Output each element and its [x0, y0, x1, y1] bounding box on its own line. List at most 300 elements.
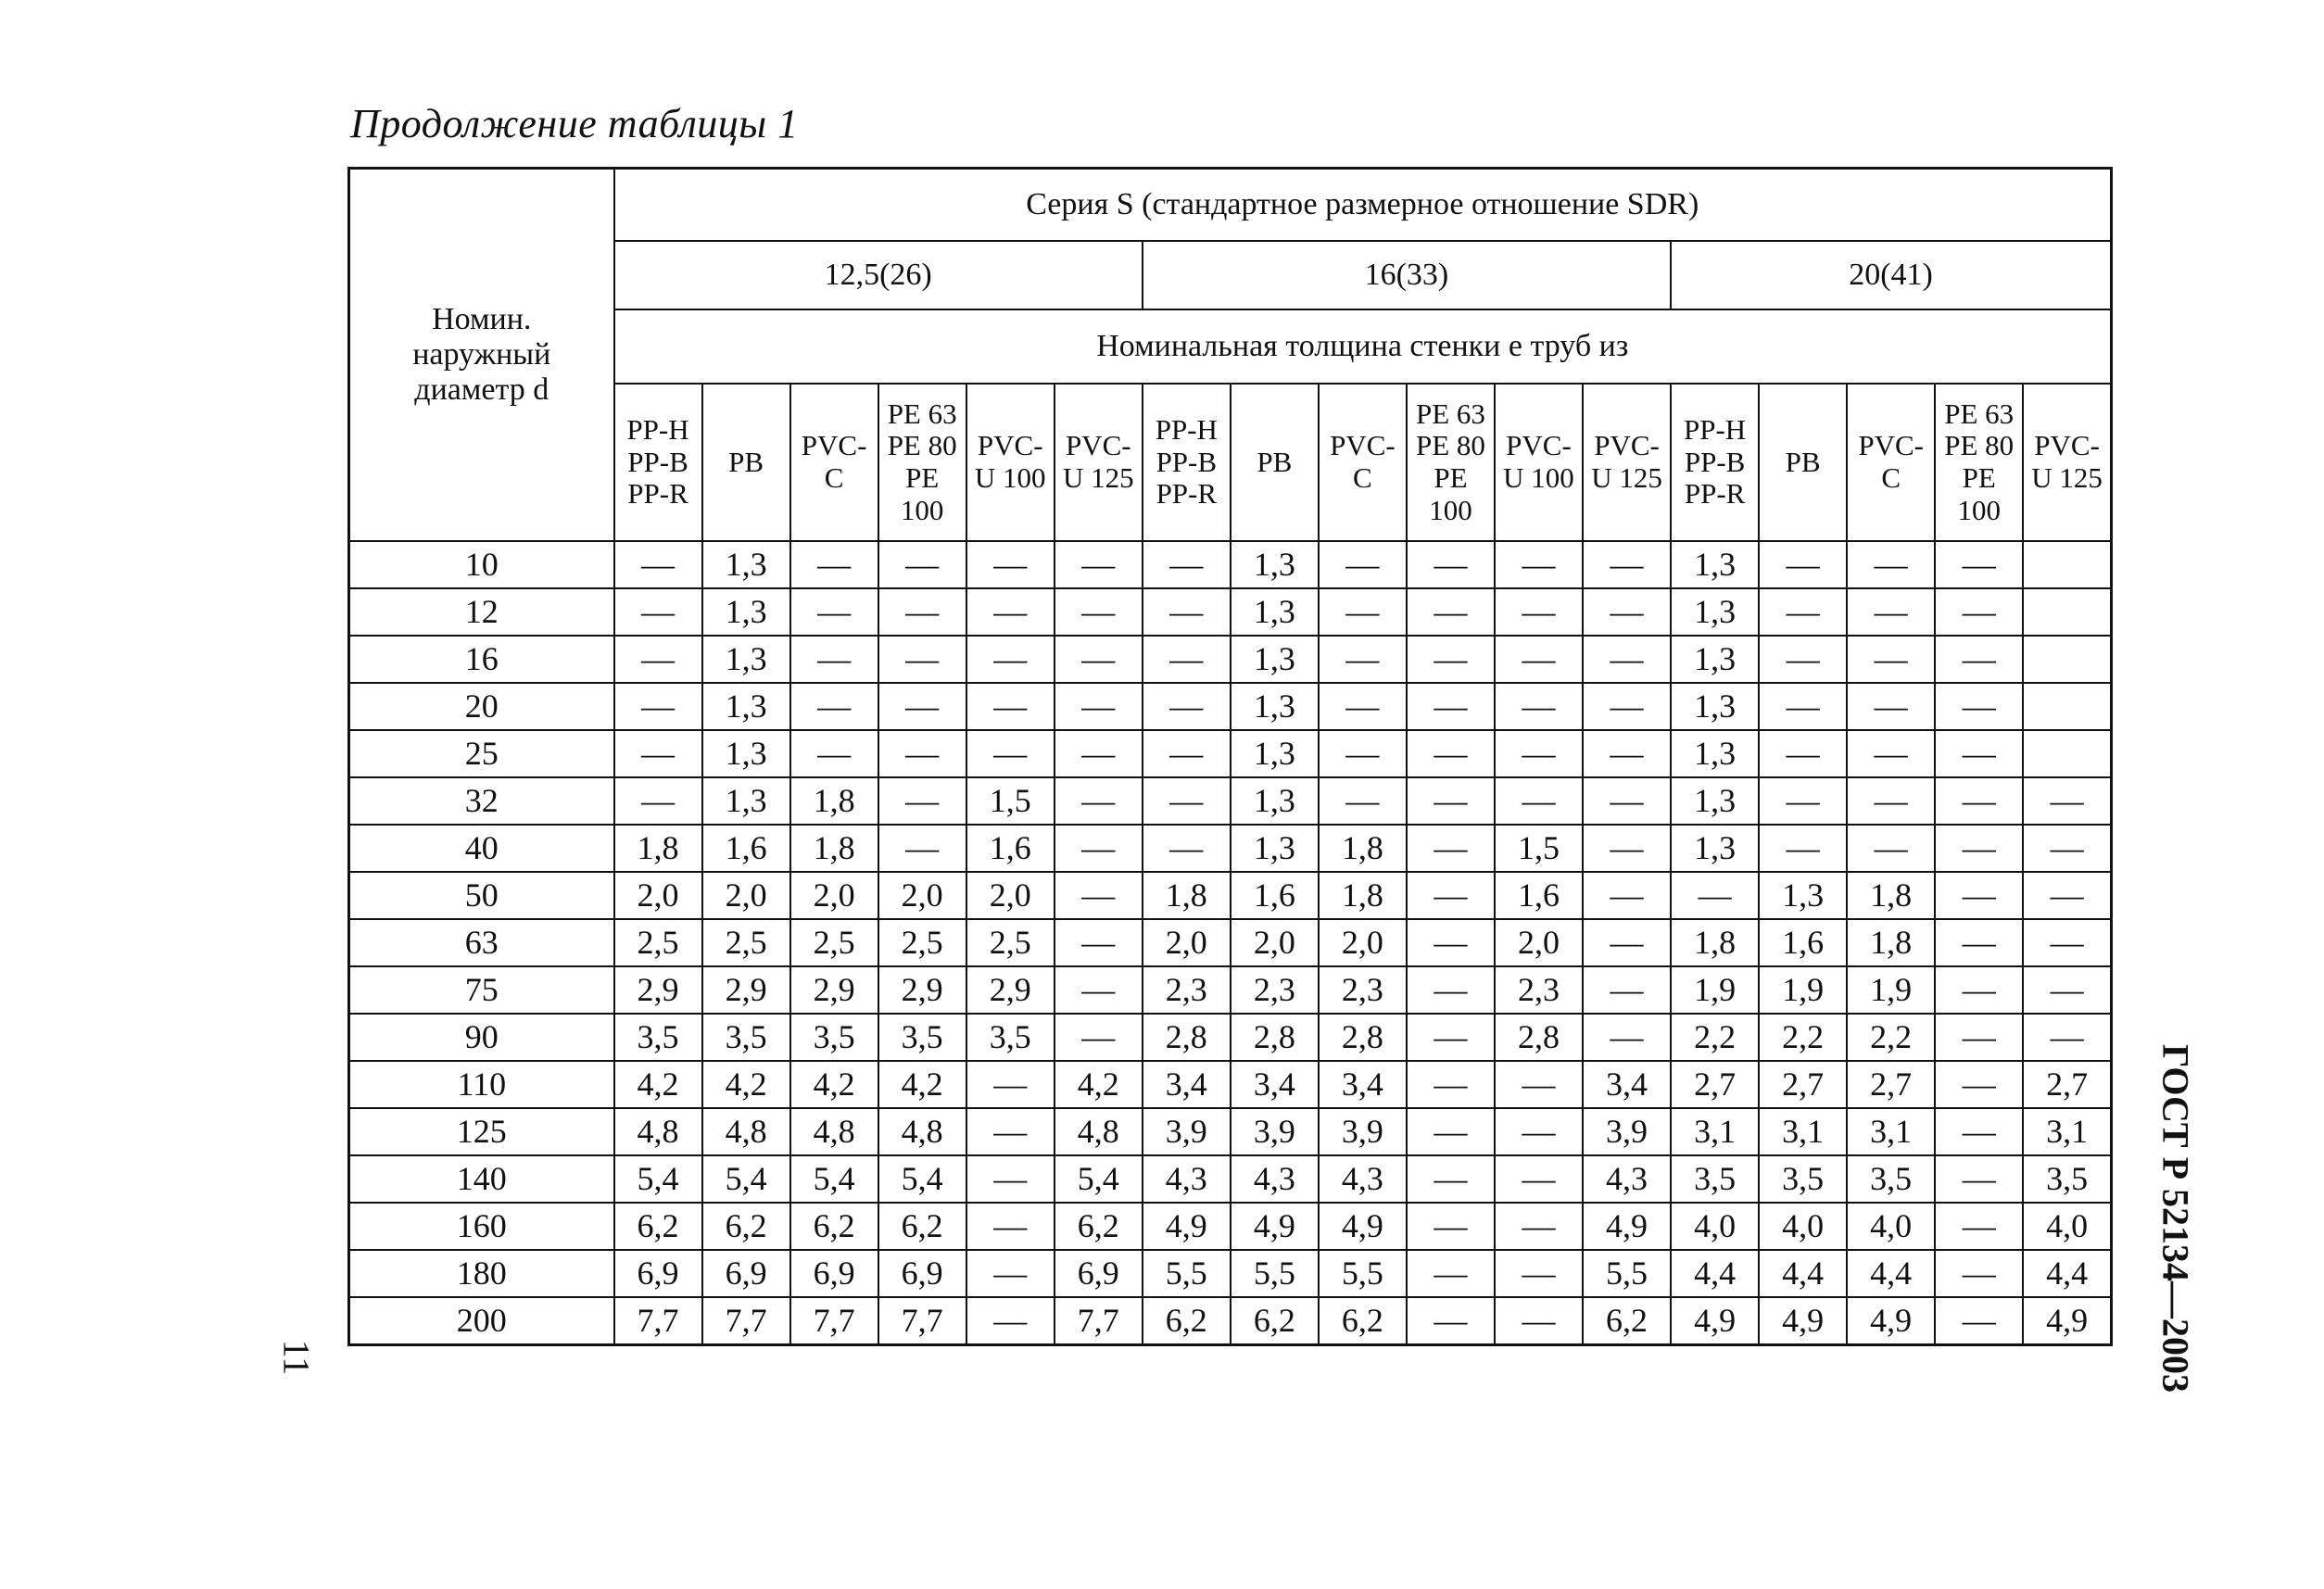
- thickness-cell: —: [1759, 683, 1847, 730]
- thickness-cell: 1,3: [1671, 825, 1759, 872]
- material-header: PVC- C: [1319, 384, 1407, 541]
- diameter-cell: 75: [349, 966, 614, 1014]
- material-header: PB: [1759, 384, 1847, 541]
- material-header: PB: [702, 384, 790, 541]
- thickness-cell: —: [1407, 636, 1495, 683]
- thickness-cell: —: [1319, 683, 1407, 730]
- thickness-cell: 3,5: [966, 1014, 1055, 1061]
- thickness-cell: 6,2: [1143, 1297, 1231, 1345]
- table-row: [349, 1250, 2112, 1297]
- thickness-cell: —: [1055, 872, 1143, 919]
- thickness-cell: 3,1: [1847, 1108, 1935, 1155]
- table-caption: Продолжение таблицы 1: [350, 101, 799, 146]
- thickness-cell: 4,0: [2023, 1203, 2111, 1250]
- thickness-cell: 2,5: [790, 919, 878, 966]
- thickness-cell: 6,2: [1231, 1297, 1319, 1345]
- series-group-20: 20(41): [1671, 241, 2111, 309]
- thickness-cell: —: [1495, 588, 1583, 636]
- thickness-cell: 5,5: [1583, 1250, 1671, 1297]
- thickness-cell: —: [1143, 541, 1231, 588]
- table-row: [349, 919, 2112, 966]
- thickness-cell: —: [1407, 1297, 1495, 1345]
- thickness-cell: 2,9: [878, 966, 966, 1014]
- thickness-cell: —: [1935, 588, 2023, 636]
- table-row: [349, 1297, 2112, 1345]
- thickness-cell: 6,2: [614, 1203, 702, 1250]
- thickness-cell: —: [1935, 730, 2023, 777]
- thickness-cell: 1,6: [1759, 919, 1847, 966]
- table-row: [349, 588, 2112, 636]
- thickness-cell: —: [1583, 919, 1671, 966]
- series-group-16: 16(33): [1143, 241, 1671, 309]
- thickness-cell: —: [878, 730, 966, 777]
- thickness-cell: 4,8: [614, 1108, 702, 1155]
- thickness-cell: —: [1407, 541, 1495, 588]
- thickness-cell: 4,0: [1671, 1203, 1759, 1250]
- thickness-cell: —: [1935, 777, 2023, 825]
- thickness-cell: —: [966, 1108, 1055, 1155]
- thickness-cell: 3,5: [1847, 1155, 1935, 1203]
- table-row: [349, 683, 2112, 730]
- thickness-cell: —: [1759, 825, 1847, 872]
- diameter-cell: 180: [349, 1250, 614, 1297]
- page-number: [269, 1330, 324, 1385]
- thickness-cell: —: [1055, 636, 1143, 683]
- thickness-cell: 1,6: [702, 825, 790, 872]
- thickness-cell: 2,8: [1231, 1014, 1319, 1061]
- thickness-cell: —: [878, 825, 966, 872]
- thickness-cell: —: [1847, 636, 1935, 683]
- thickness-cell: 1,3: [1231, 825, 1319, 872]
- wall-thickness-table: [347, 167, 2113, 1346]
- thickness-cell: —: [614, 588, 702, 636]
- thickness-cell: 1,3: [1671, 683, 1759, 730]
- thickness-cell: 6,9: [790, 1250, 878, 1297]
- thickness-cell: 2,0: [966, 872, 1055, 919]
- material-header: PP-H PP-B PP-R: [614, 384, 702, 541]
- thickness-cell: —: [1935, 1155, 2023, 1203]
- thickness-cell: 4,4: [1671, 1250, 1759, 1297]
- thickness-cell: —: [1935, 541, 2023, 588]
- standard-designation: [2129, 1043, 2222, 1394]
- thickness-cell: —: [1759, 730, 1847, 777]
- thickness-cell: 1,8: [1671, 919, 1759, 966]
- material-header: PVC- U 125: [1583, 384, 1671, 541]
- thickness-cell: 4,2: [878, 1061, 966, 1108]
- table-row: [349, 1061, 2112, 1108]
- diameter-cell: 10: [349, 541, 614, 588]
- thickness-cell: —: [1407, 1250, 1495, 1297]
- thickness-cell: —: [1319, 777, 1407, 825]
- table-row: [349, 872, 2112, 919]
- diameter-cell: 200: [349, 1297, 614, 1345]
- thickness-cell: [2023, 636, 2111, 683]
- thickness-cell: —: [1407, 872, 1495, 919]
- thickness-cell: —: [878, 683, 966, 730]
- thickness-cell: —: [1407, 825, 1495, 872]
- thickness-cell: 1,3: [1231, 636, 1319, 683]
- thickness-cell: 2,5: [878, 919, 966, 966]
- thickness-cell: 2,0: [1495, 919, 1583, 966]
- thickness-cell: —: [1407, 730, 1495, 777]
- thickness-cell: 5,4: [790, 1155, 878, 1203]
- thickness-cell: —: [1583, 683, 1671, 730]
- thickness-cell: 1,3: [702, 636, 790, 683]
- thickness-cell: 5,4: [614, 1155, 702, 1203]
- page-number-text: 11: [275, 1339, 318, 1376]
- thickness-cell: 1,3: [1671, 541, 1759, 588]
- standard-designation-text: ГОСТ Р 52134—2003: [2154, 1043, 2197, 1394]
- thickness-cell: 4,8: [790, 1108, 878, 1155]
- thickness-cell: 1,3: [1231, 541, 1319, 588]
- thickness-cell: 2,8: [1319, 1014, 1407, 1061]
- thickness-cell: 3,5: [1759, 1155, 1847, 1203]
- thickness-cell: —: [1847, 777, 1935, 825]
- thickness-cell: 3,9: [1143, 1108, 1231, 1155]
- thickness-cell: 2,2: [1759, 1014, 1847, 1061]
- thickness-cell: 1,3: [1231, 683, 1319, 730]
- thickness-cell: —: [1407, 966, 1495, 1014]
- thickness-cell: 4,3: [1231, 1155, 1319, 1203]
- thickness-cell: 2,0: [614, 872, 702, 919]
- wall-thickness-header: Номинальная толщина стенки e труб из: [614, 309, 2112, 384]
- thickness-cell: —: [2023, 1014, 2111, 1061]
- thickness-cell: —: [1583, 1014, 1671, 1061]
- thickness-cell: 2,0: [1143, 919, 1231, 966]
- thickness-cell: 3,1: [1759, 1108, 1847, 1155]
- thickness-cell: —: [1055, 541, 1143, 588]
- thickness-cell: 1,3: [702, 730, 790, 777]
- thickness-cell: 4,0: [1759, 1203, 1847, 1250]
- thickness-cell: —: [966, 1203, 1055, 1250]
- diameter-cell: 20: [349, 683, 614, 730]
- thickness-cell: 4,9: [1319, 1203, 1407, 1250]
- thickness-cell: —: [1319, 636, 1407, 683]
- thickness-cell: —: [614, 777, 702, 825]
- thickness-cell: 4,9: [1671, 1297, 1759, 1345]
- thickness-cell: 3,5: [878, 1014, 966, 1061]
- thickness-cell: 5,5: [1319, 1250, 1407, 1297]
- thickness-cell: 4,9: [1231, 1203, 1319, 1250]
- thickness-cell: 2,5: [702, 919, 790, 966]
- thickness-cell: —: [614, 541, 702, 588]
- thickness-cell: [2023, 588, 2111, 636]
- thickness-cell: 4,2: [790, 1061, 878, 1108]
- thickness-cell: —: [2023, 872, 2111, 919]
- thickness-cell: 2,9: [790, 966, 878, 1014]
- thickness-cell: —: [1319, 730, 1407, 777]
- thickness-cell: 1,3: [1231, 730, 1319, 777]
- thickness-cell: —: [1407, 1014, 1495, 1061]
- table-row: [349, 541, 2112, 588]
- diameter-cell: 140: [349, 1155, 614, 1203]
- thickness-cell: 6,2: [1583, 1297, 1671, 1345]
- table-row: [349, 1108, 2112, 1155]
- thickness-cell: —: [1583, 730, 1671, 777]
- thickness-cell: 1,8: [1319, 825, 1407, 872]
- thickness-cell: —: [1407, 777, 1495, 825]
- thickness-cell: 2,7: [1759, 1061, 1847, 1108]
- thickness-cell: 1,8: [1319, 872, 1407, 919]
- thickness-cell: —: [1055, 966, 1143, 1014]
- material-header: PE 63 PE 80 PE 100: [1407, 384, 1495, 541]
- thickness-cell: —: [966, 1061, 1055, 1108]
- thickness-cell: —: [790, 730, 878, 777]
- thickness-cell: —: [1407, 919, 1495, 966]
- thickness-cell: 1,6: [1495, 872, 1583, 919]
- thickness-cell: 3,9: [1583, 1108, 1671, 1155]
- thickness-cell: —: [1407, 1203, 1495, 1250]
- thickness-cell: 1,6: [966, 825, 1055, 872]
- thickness-cell: —: [1935, 683, 2023, 730]
- thickness-cell: 3,9: [1231, 1108, 1319, 1155]
- thickness-cell: 3,5: [1671, 1155, 1759, 1203]
- thickness-cell: 6,2: [790, 1203, 878, 1250]
- thickness-cell: 1,5: [1495, 825, 1583, 872]
- thickness-cell: —: [878, 541, 966, 588]
- thickness-cell: 1,5: [966, 777, 1055, 825]
- thickness-cell: —: [1759, 588, 1847, 636]
- thickness-cell: —: [966, 636, 1055, 683]
- material-header: PVC- U 125: [1055, 384, 1143, 541]
- thickness-cell: —: [966, 541, 1055, 588]
- thickness-cell: 4,9: [2023, 1297, 2111, 1345]
- thickness-cell: —: [1759, 777, 1847, 825]
- thickness-cell: —: [1495, 1203, 1583, 1250]
- thickness-cell: 2,5: [614, 919, 702, 966]
- thickness-cell: 4,2: [614, 1061, 702, 1108]
- table-row: [349, 1014, 2112, 1061]
- diameter-cell: 160: [349, 1203, 614, 1250]
- thickness-cell: 1,3: [702, 777, 790, 825]
- table-row: [349, 1155, 2112, 1203]
- material-header: PVC- C: [790, 384, 878, 541]
- thickness-cell: 3,4: [1231, 1061, 1319, 1108]
- thickness-cell: 2,7: [1671, 1061, 1759, 1108]
- thickness-cell: —: [878, 588, 966, 636]
- diameter-cell: 50: [349, 872, 614, 919]
- thickness-cell: 1,8: [1847, 919, 1935, 966]
- thickness-cell: —: [1935, 1061, 2023, 1108]
- thickness-cell: —: [966, 683, 1055, 730]
- thickness-cell: 1,8: [614, 825, 702, 872]
- diameter-cell: 90: [349, 1014, 614, 1061]
- thickness-cell: 1,9: [1759, 966, 1847, 1014]
- thickness-cell: —: [2023, 966, 2111, 1014]
- thickness-cell: —: [1935, 919, 2023, 966]
- thickness-cell: —: [1055, 777, 1143, 825]
- thickness-cell: —: [1407, 588, 1495, 636]
- thickness-cell: 2,3: [1231, 966, 1319, 1014]
- thickness-cell: 4,8: [702, 1108, 790, 1155]
- thickness-cell: —: [1495, 1108, 1583, 1155]
- thickness-cell: 6,2: [1319, 1297, 1407, 1345]
- thickness-cell: 2,2: [1847, 1014, 1935, 1061]
- material-header: PE 63 PE 80 PE 100: [878, 384, 966, 541]
- thickness-cell: 6,9: [614, 1250, 702, 1297]
- thickness-cell: —: [1935, 825, 2023, 872]
- thickness-cell: 4,9: [1847, 1297, 1935, 1345]
- thickness-cell: —: [1495, 1297, 1583, 1345]
- material-header: PVC- U 125: [2023, 384, 2111, 541]
- thickness-cell: 5,4: [702, 1155, 790, 1203]
- thickness-cell: 4,3: [1583, 1155, 1671, 1203]
- thickness-cell: —: [1935, 1250, 2023, 1297]
- thickness-cell: 1,9: [1847, 966, 1935, 1014]
- thickness-cell: —: [1935, 872, 2023, 919]
- thickness-cell: [2023, 541, 2111, 588]
- thickness-cell: —: [1847, 588, 1935, 636]
- thickness-cell: —: [1495, 777, 1583, 825]
- thickness-cell: 2,0: [790, 872, 878, 919]
- thickness-cell: 7,7: [702, 1297, 790, 1345]
- thickness-cell: 5,4: [878, 1155, 966, 1203]
- table-row: [349, 825, 2112, 872]
- diameter-cell: 32: [349, 777, 614, 825]
- thickness-cell: 4,3: [1319, 1155, 1407, 1203]
- thickness-cell: 2,9: [966, 966, 1055, 1014]
- thickness-cell: —: [2023, 825, 2111, 872]
- thickness-cell: —: [1055, 683, 1143, 730]
- thickness-cell: 3,5: [614, 1014, 702, 1061]
- thickness-cell: 2,3: [1495, 966, 1583, 1014]
- thickness-cell: 6,2: [702, 1203, 790, 1250]
- thickness-cell: 7,7: [878, 1297, 966, 1345]
- thickness-cell: 4,4: [2023, 1250, 2111, 1297]
- thickness-cell: 7,7: [1055, 1297, 1143, 1345]
- thickness-cell: 2,7: [1847, 1061, 1935, 1108]
- thickness-cell: 1,3: [1231, 777, 1319, 825]
- thickness-cell: [2023, 683, 2111, 730]
- thickness-cell: —: [1935, 1203, 2023, 1250]
- thickness-cell: 3,4: [1583, 1061, 1671, 1108]
- material-header: PE 63 PE 80 PE 100: [1935, 384, 2023, 541]
- thickness-cell: —: [1319, 541, 1407, 588]
- thickness-cell: 3,5: [790, 1014, 878, 1061]
- series-header: Серия S (стандартное размерное отношение SDR): [614, 169, 2112, 242]
- thickness-cell: 4,9: [1143, 1203, 1231, 1250]
- thickness-cell: —: [1935, 966, 2023, 1014]
- thickness-cell: —: [1935, 1108, 2023, 1155]
- thickness-cell: —: [614, 683, 702, 730]
- thickness-cell: 1,8: [1143, 872, 1231, 919]
- thickness-cell: 2,9: [614, 966, 702, 1014]
- thickness-cell: —: [614, 730, 702, 777]
- thickness-cell: 4,9: [1583, 1203, 1671, 1250]
- thickness-cell: [2023, 730, 2111, 777]
- thickness-cell: —: [966, 588, 1055, 636]
- thickness-cell: —: [1055, 825, 1143, 872]
- thickness-cell: —: [790, 588, 878, 636]
- diameter-header: Номин. наружный диаметр d: [349, 169, 614, 542]
- thickness-cell: 1,8: [1847, 872, 1935, 919]
- thickness-cell: —: [1759, 636, 1847, 683]
- thickness-cell: 4,2: [702, 1061, 790, 1108]
- thickness-cell: —: [1143, 588, 1231, 636]
- thickness-cell: —: [1055, 919, 1143, 966]
- thickness-cell: —: [1407, 1108, 1495, 1155]
- thickness-cell: 1,3: [1671, 777, 1759, 825]
- table-row: [349, 730, 2112, 777]
- thickness-cell: 1,3: [1671, 588, 1759, 636]
- thickness-cell: —: [1935, 1297, 2023, 1345]
- thickness-cell: 1,8: [790, 825, 878, 872]
- thickness-cell: —: [1583, 966, 1671, 1014]
- thickness-cell: 4,9: [1759, 1297, 1847, 1345]
- thickness-cell: —: [1495, 1155, 1583, 1203]
- table-row: [349, 966, 2112, 1014]
- thickness-cell: 3,4: [1143, 1061, 1231, 1108]
- diameter-cell: 125: [349, 1108, 614, 1155]
- thickness-cell: —: [1143, 825, 1231, 872]
- thickness-cell: 1,3: [1231, 588, 1319, 636]
- thickness-cell: —: [1583, 636, 1671, 683]
- thickness-cell: —: [1847, 541, 1935, 588]
- thickness-cell: 7,7: [790, 1297, 878, 1345]
- thickness-cell: —: [966, 1297, 1055, 1345]
- thickness-cell: 1,3: [1759, 872, 1847, 919]
- thickness-cell: —: [1407, 1061, 1495, 1108]
- material-header: PVC- C: [1847, 384, 1935, 541]
- thickness-cell: —: [878, 777, 966, 825]
- thickness-cell: —: [1583, 588, 1671, 636]
- thickness-cell: —: [1847, 825, 1935, 872]
- thickness-cell: —: [1143, 636, 1231, 683]
- thickness-cell: 5,5: [1143, 1250, 1231, 1297]
- thickness-cell: —: [1055, 1014, 1143, 1061]
- thickness-cell: —: [1143, 683, 1231, 730]
- thickness-cell: —: [1847, 730, 1935, 777]
- thickness-cell: —: [1495, 636, 1583, 683]
- thickness-cell: —: [1495, 730, 1583, 777]
- thickness-cell: 2,8: [1143, 1014, 1231, 1061]
- thickness-cell: —: [790, 541, 878, 588]
- thickness-cell: 3,1: [1671, 1108, 1759, 1155]
- thickness-cell: 4,4: [1759, 1250, 1847, 1297]
- thickness-cell: —: [1583, 777, 1671, 825]
- thickness-cell: —: [614, 636, 702, 683]
- thickness-cell: —: [2023, 777, 2111, 825]
- thickness-cell: —: [1143, 730, 1231, 777]
- thickness-cell: 6,9: [878, 1250, 966, 1297]
- material-header: PB: [1231, 384, 1319, 541]
- thickness-cell: 4,0: [1847, 1203, 1935, 1250]
- thickness-cell: 2,0: [1231, 919, 1319, 966]
- thickness-cell: 1,8: [790, 777, 878, 825]
- thickness-cell: 4,2: [1055, 1061, 1143, 1108]
- thickness-cell: 2,7: [2023, 1061, 2111, 1108]
- thickness-cell: —: [1847, 683, 1935, 730]
- thickness-cell: —: [1495, 541, 1583, 588]
- thickness-cell: —: [790, 636, 878, 683]
- thickness-cell: —: [1583, 541, 1671, 588]
- material-header: PVC- U 100: [966, 384, 1055, 541]
- thickness-cell: 1,3: [702, 683, 790, 730]
- thickness-cell: 3,5: [702, 1014, 790, 1061]
- thickness-cell: 2,0: [1319, 919, 1407, 966]
- series-group-12-5: 12,5(26): [614, 241, 1143, 309]
- thickness-cell: —: [1495, 683, 1583, 730]
- diameter-cell: 63: [349, 919, 614, 966]
- thickness-cell: —: [1407, 1155, 1495, 1203]
- thickness-cell: —: [966, 1250, 1055, 1297]
- thickness-cell: 3,5: [2023, 1155, 2111, 1203]
- table-row: [349, 636, 2112, 683]
- thickness-cell: —: [790, 683, 878, 730]
- thickness-cell: 4,8: [878, 1108, 966, 1155]
- thickness-cell: —: [2023, 919, 2111, 966]
- thickness-cell: —: [1935, 1014, 2023, 1061]
